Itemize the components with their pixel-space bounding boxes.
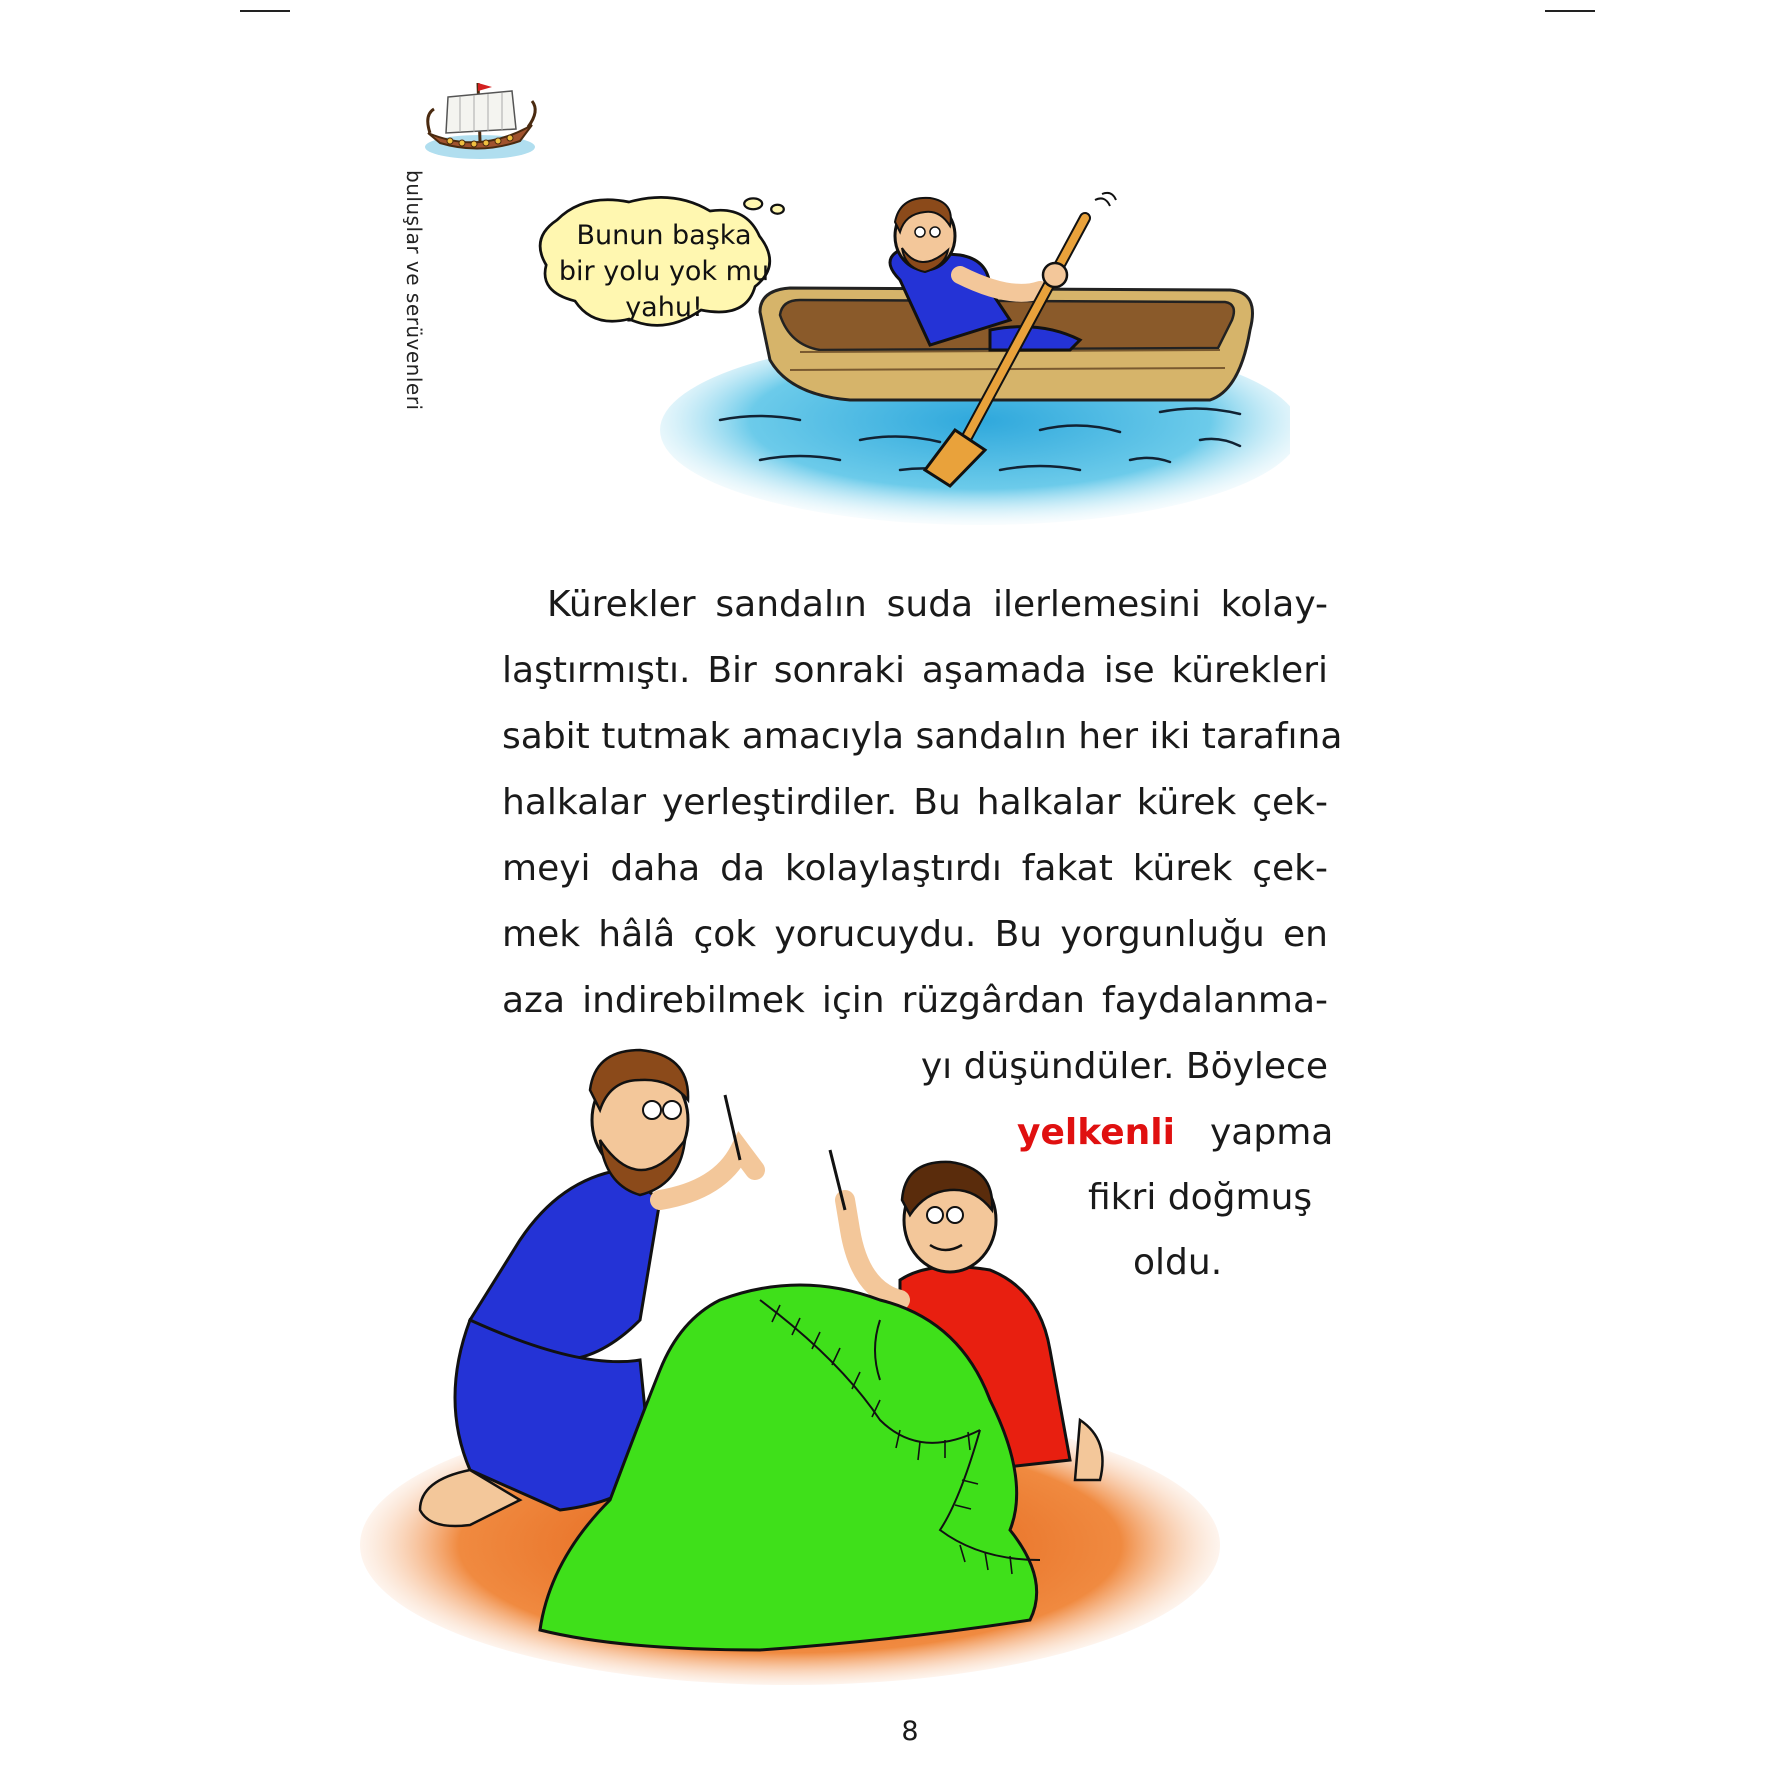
paragraph-line: halkalar yerleştirdiler. Bu halkalar kürek çek- <box>502 782 1328 823</box>
story-paragraph <box>502 572 1343 1100</box>
paragraph-line: sabit tutmak amacıyla sandalın her iki tarafına <box>502 716 1343 757</box>
speech-bubble-text <box>555 218 773 326</box>
bubble-line: Bunun başka <box>576 220 752 251</box>
series-title-vertical: buluşlar ve serüvenleri <box>402 170 426 411</box>
bubble-line: bir yolu yok mu <box>558 256 770 287</box>
paragraph-line: yı düşündüler. Böylece <box>920 1046 1328 1087</box>
highlighted-word: yelkenli <box>1017 1112 1175 1153</box>
paragraph-line: oldu. <box>1133 1242 1223 1283</box>
bubble-line: yahu! <box>625 292 703 323</box>
ship-logo-icon <box>420 75 545 165</box>
crop-mark-right <box>1545 10 1595 12</box>
sewing-sail-illustration <box>360 1040 1223 1720</box>
paragraph-line: meyi daha da kolaylaştırdı fakat kürek çek- <box>502 848 1328 889</box>
crop-mark-left <box>240 10 290 12</box>
paragraph-line: fikri doğmuş <box>1088 1177 1313 1218</box>
paragraph-line: aza indirebilmek için rüzgârdan faydalanma- <box>502 980 1328 1021</box>
page-number: 8 <box>901 1716 919 1747</box>
paragraph-line: laştırmıştı. Bir sonraki aşamada ise kürekleri <box>502 650 1328 691</box>
paragraph-line: Kürekler sandalın suda ilerlemesini kolay- <box>547 584 1328 625</box>
paragraph-line: yapma <box>1210 1112 1334 1153</box>
paragraph-line: mek hâlâ çok yorucuydu. Bu yorgunluğu en <box>502 914 1328 955</box>
